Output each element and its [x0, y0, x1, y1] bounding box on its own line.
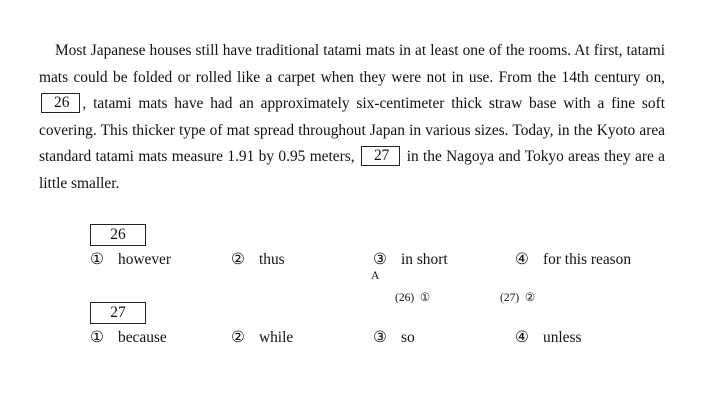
answer-27-choice: ②: [524, 292, 536, 304]
q27-option-3-marker: ③: [373, 329, 387, 346]
passage-text-2: , tatami mats have had an approximately six-centimeter thick straw base with a fine soft covering. This thicker type of mat spread throughout Japan in various sizes. Today, in the Kyoto area standard tatami mats measure 1.91 by 0.95 meters,: [39, 95, 665, 166]
q26-option-2-marker: ②: [231, 251, 245, 268]
q27-option-1: [90, 328, 167, 347]
q27-option-4-marker: ④: [515, 329, 529, 346]
q26-option-1-text: however: [118, 251, 171, 268]
answer-label: A: [371, 270, 380, 282]
q27-option-3: [373, 328, 415, 347]
answer-26: [395, 290, 430, 304]
q27-option-1-text: because: [118, 329, 167, 346]
q27-option-2-marker: ②: [231, 329, 245, 346]
q26-option-4: [515, 250, 631, 269]
q26-option-3: [373, 250, 448, 269]
q27-option-2-text: while: [259, 329, 294, 346]
answer-26-choice: ①: [419, 292, 431, 304]
q27-option-3-text: so: [401, 329, 415, 346]
q26-option-2-text: thus: [259, 251, 285, 268]
passage: [39, 38, 665, 198]
question-27-number-box: 27: [90, 302, 146, 324]
q26-option-1-marker: ①: [90, 251, 104, 268]
q26-option-2: [231, 250, 285, 269]
q26-option-3-text: in short: [401, 251, 448, 268]
q26-option-1: [90, 250, 171, 269]
q27-option-1-marker: ①: [90, 329, 104, 346]
blank-26: 26: [41, 93, 80, 113]
answer-27: [500, 290, 535, 304]
q26-option-4-marker: ④: [515, 251, 529, 268]
answer-27-question: (27): [500, 292, 520, 304]
q26-option-3-marker: ③: [373, 251, 387, 268]
q26-option-4-text: for this reason: [543, 251, 632, 268]
q27-option-4-text: unless: [543, 329, 582, 346]
q27-option-2: [231, 328, 293, 347]
passage-text-1: Most Japanese houses still have traditional tatami mats in at least one of the rooms. At first, tatami mats could be folded or rolled like a carpet when they were not in use. From the 14th century on,: [39, 42, 665, 86]
q27-option-4: [515, 328, 581, 347]
question-26-number-box: 26: [90, 224, 146, 246]
answer-26-question: (26): [395, 292, 415, 304]
passage-text-3: in the Nagoya and Tokyo areas they are a little smaller.: [39, 148, 665, 192]
blank-27: 27: [361, 146, 400, 166]
